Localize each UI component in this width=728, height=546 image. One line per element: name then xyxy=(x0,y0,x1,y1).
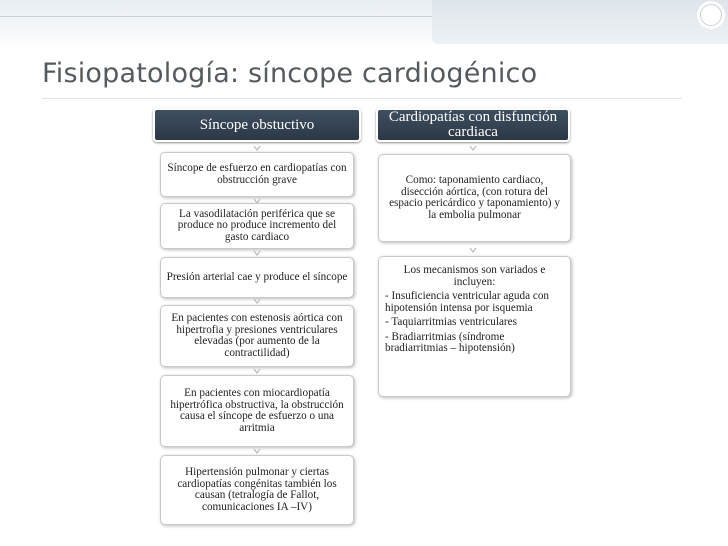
arrow-down-icon xyxy=(253,144,261,152)
top-decoration-circle xyxy=(700,4,722,26)
right-box-2 xyxy=(378,256,571,397)
right-box-1: Como: taponamiento cardiaco, disección aórtica, (con rotura del espacio pericárdico y taponamiento) y la embolia pulmonar xyxy=(378,154,571,242)
arrow-down-icon xyxy=(253,249,261,257)
mechanism-item: - Bradiarritmias (síndrome bradiarritmias – hipotensión) xyxy=(385,330,515,354)
title-divider xyxy=(42,98,682,99)
mechanism-item: - Taquiarritmias ventriculares xyxy=(385,316,517,328)
left-box-2: La vasodilatación periférica que se produce no produce incremento del gasto cardiaco xyxy=(160,203,354,249)
top-decoration-accent xyxy=(432,0,728,44)
mechanism-item: - Insuficiencia ventricular aguda con hipotensión intensa por isquemia xyxy=(385,290,550,314)
mechanisms-intro: Los mecanismos son variados e incluyen: xyxy=(403,264,546,288)
slide-title: Fisiopatología: síncope cardiogénico xyxy=(42,58,538,89)
arrow-down-icon xyxy=(253,447,261,455)
right-header: Cardiopatías con disfunción cardiaca xyxy=(376,108,570,142)
arrow-down-icon xyxy=(253,367,261,375)
arrow-down-icon xyxy=(469,144,477,152)
arrow-down-icon xyxy=(253,297,261,305)
left-box-4: En pacientes con estenosis aórtica con hipertrofia y presiones ventriculares elevadas (por aumento de la contractilidad) xyxy=(160,305,354,367)
arrow-down-icon xyxy=(469,246,477,254)
left-box-5: En pacientes con miocardiopatía hipertrófica obstructiva, la obstrucción causa el síncope de esfuerzo o una arritmia xyxy=(160,375,354,447)
left-header: Síncope obstuctivo xyxy=(153,108,361,142)
left-box-1: Síncope de esfuerzo en cardiopatías con obstrucción grave xyxy=(160,152,354,197)
left-box-6: Hipertensión pulmonar y ciertas cardiopatías congénitas también los causan (tetralogía de Fallot, comunicaciones IA –IV) xyxy=(160,455,354,525)
left-box-3: Presión arterial cae y produce el síncope xyxy=(160,257,354,298)
